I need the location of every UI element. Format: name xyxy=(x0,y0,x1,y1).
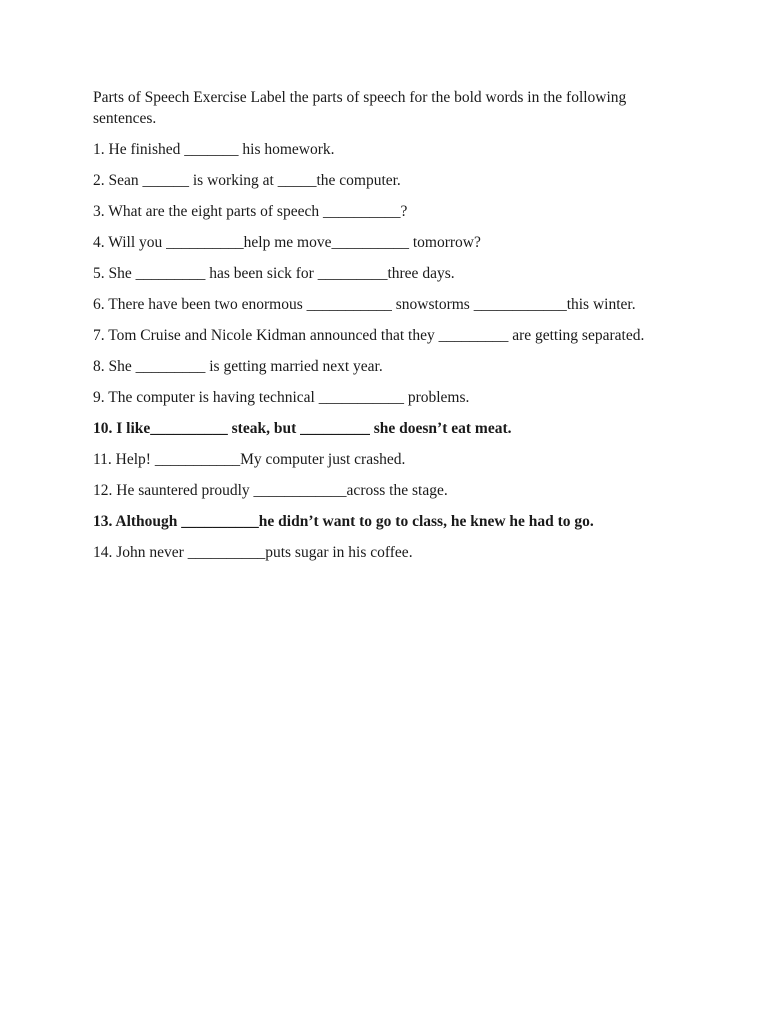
sentence-7: 7. Tom Cruise and Nicole Kidman announced that they _________ are getting separated. xyxy=(93,327,645,344)
sentence-12: 12. He sauntered proudly ____________across the stage. xyxy=(93,482,448,499)
sentence-13: 13. Although __________he didn’t want to go to class, he knew he had to go. xyxy=(93,513,594,530)
sentence-10: 10. I like__________ steak, but _________ she doesn’t eat meat. xyxy=(93,420,512,437)
sentence-4: 4. Will you __________help me move__________ tomorrow? xyxy=(93,234,481,251)
sentence-1: 1. He finished _______ his homework. xyxy=(93,141,335,158)
sentence-14: 14. John never __________puts sugar in his coffee. xyxy=(93,544,413,561)
sentence-9: 9. The computer is having technical ___________ problems. xyxy=(93,389,470,406)
sentence-6: 6. There have been two enormous ___________ snowstorms ____________this winter. xyxy=(93,296,636,313)
sentence-3: 3. What are the eight parts of speech __________? xyxy=(93,203,408,220)
worksheet-instructions: Parts of Speech Exercise Label the parts of speech for the bold words in the following sentences. xyxy=(93,89,627,127)
sentence-5: 5. She _________ has been sick for _________three days. xyxy=(93,265,455,282)
worksheet-page xyxy=(93,87,683,573)
sentence-8: 8. She _________ is getting married next year. xyxy=(93,358,383,375)
sentence-2: 2. Sean ______ is working at _____the computer. xyxy=(93,172,401,189)
sentence-11: 11. Help! ___________My computer just crashed. xyxy=(93,451,406,468)
